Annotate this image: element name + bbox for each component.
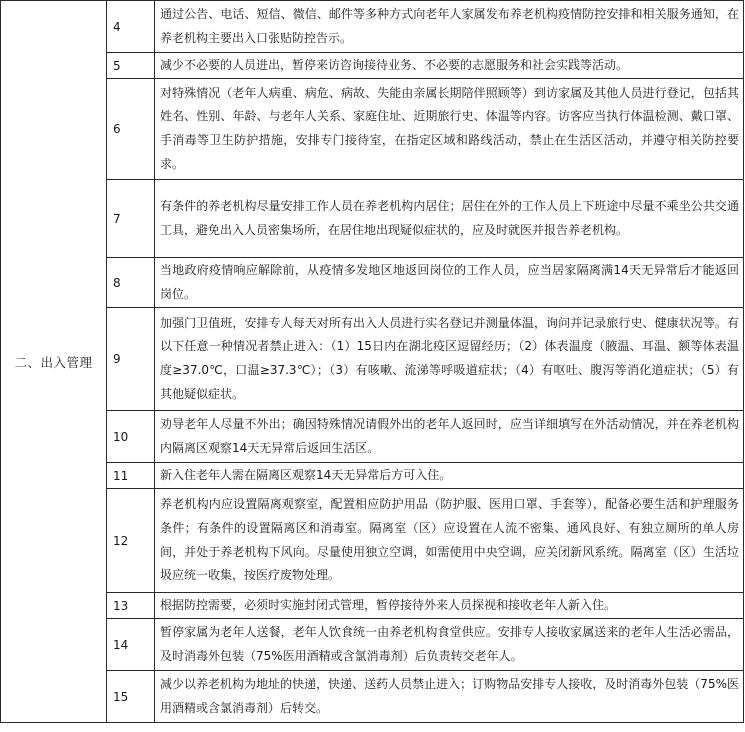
- item-text: 根据防控需要，必须时实施封闭式管理，暂停接待外来人员探视和接收老年人新入住。: [155, 593, 744, 619]
- table-row: [1, 258, 744, 308]
- table-row: [1, 411, 744, 463]
- table-row: [1, 180, 744, 258]
- item-text: 对特殊情况（老年人病重、病危、病故、失能由亲属长期陪伴照顾等）到访家属及其他人员进行登记，包括其姓名、性别、年龄、与老年人关系、家庭住址、近期旅行史、体温等内容。访客应当执行体温检测、戴口罩、手消毒等卫生防护措施，安排专门接待室，在指定区域和路线活动，禁止在生活区活动，并遵守相关防控要求。: [155, 79, 744, 180]
- item-text: 有条件的养老机构尽量安排工作人员在养老机构内居住；居住在外的工作人员上下班途中尽量不乘坐公共交通工具，避免出入人员密集场所，在居住地出现疑似症状的，应及时就医并报告养老机构。: [155, 180, 744, 258]
- category-cell: [1, 1, 107, 723]
- table-row: [1, 619, 744, 671]
- item-number: 11: [107, 463, 155, 489]
- category-label: 二、出入管理: [14, 354, 93, 370]
- item-number: 5: [107, 53, 155, 79]
- table-row: [1, 593, 744, 619]
- table-row: [1, 79, 744, 180]
- table-row: [1, 463, 744, 489]
- table-row: [1, 1, 744, 53]
- item-text: 暂停家属为老年人送餐，老年人饮食统一由养老机构食堂供应。安排专人接收家属送来的老年人生活必需品，及时消毒外包装（75%医用酒精或含氯消毒剂）后负责转交老年人。: [155, 619, 744, 671]
- item-number: 8: [107, 258, 155, 308]
- item-number: 7: [107, 180, 155, 258]
- item-number: 14: [107, 619, 155, 671]
- item-number: 13: [107, 593, 155, 619]
- item-number: 15: [107, 671, 155, 723]
- item-number: 6: [107, 79, 155, 180]
- item-text: 劝导老年人尽量不外出；确因特殊情况请假外出的老年人返回时，应当详细填写在外活动情况，并在养老机构内隔离区观察14天无异常后返回生活区。: [155, 411, 744, 463]
- item-text: 当地政府疫情响应解除前，从疫情多发地区地返回岗位的工作人员，应当居家隔离满14天无异常后才能返回岗位。: [155, 258, 744, 308]
- item-text: 减少不必要的人员进出，暂停来访咨询接待业务、不必要的志愿服务和社会实践等活动。: [155, 53, 744, 79]
- item-text: 加强门卫值班，安排专人每天对所有出入人员进行实名登记并测量体温，询问并记录旅行史、健康状况等。有以下任意一种情况者禁止进入：（1）15日内在湖北疫区逗留经历；（2）体表温度（腋温、耳温、额等体表温度≥37.0℃，口温≥37.3℃）；（3）有咳嗽、流涕等呼吸道症状；（4）有呕吐、腹泻等消化道症状；（5）有其他疑似症状。: [155, 308, 744, 411]
- table-row: [1, 671, 744, 723]
- item-number: 4: [107, 1, 155, 53]
- table-row: [1, 53, 744, 79]
- table-row: [1, 489, 744, 593]
- item-text: 养老机构内应设置隔离观察室，配置相应防护用品（防护服、医用口罩、手套等），配备必要生活和护理服务条件；有条件的设置隔离区和消毒室。隔离室（区）应设置在人流不密集、通风良好、有独立厕所的单人房间，并处于养老机构下风向。尽量使用独立空调，如需使用中央空调，应关闭新风系统。隔离室（区）生活垃圾应统一收集，按医疗废物处理。: [155, 489, 744, 593]
- item-number: 12: [107, 489, 155, 593]
- item-text: 通过公告、电话、短信、微信、邮件等多种方式向老年人家属发布养老机构疫情防控安排和相关服务通知，在养老机构主要出入口张贴防控告示。: [155, 1, 744, 53]
- table-row: [1, 308, 744, 411]
- item-number: 9: [107, 308, 155, 411]
- item-text: 新入住老年人需在隔离区观察14天无异常后方可入住。: [155, 463, 744, 489]
- item-number: 10: [107, 411, 155, 463]
- item-text: 减少以养老机构为地址的快递，快递、送药人员禁止进入；订购物品安排专人接收，及时消毒外包装（75%医用酒精或含氯消毒剂）后转交。: [155, 671, 744, 723]
